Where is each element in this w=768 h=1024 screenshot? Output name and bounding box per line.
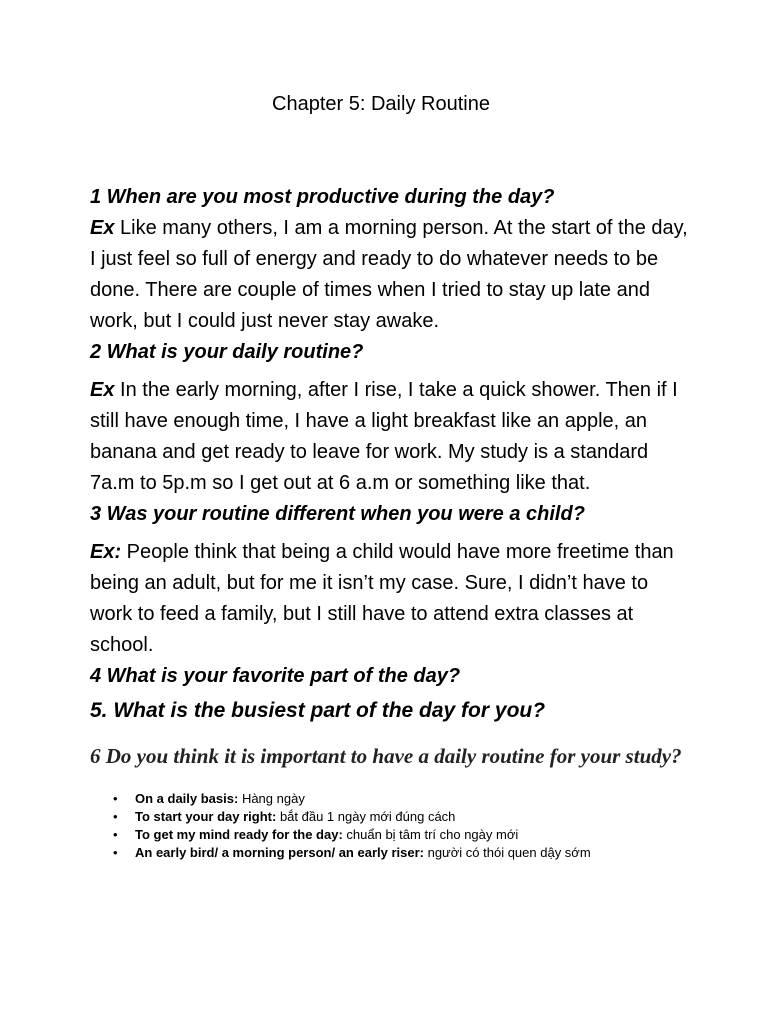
vocab-meaning: người có thói quen dậy sớm — [423, 845, 591, 860]
answer-3 — [90, 537, 690, 661]
answer-1 — [90, 213, 690, 337]
vocab-item — [90, 844, 690, 862]
vocab-item — [90, 826, 690, 844]
question-6: 6 Do you think it is important to have a daily routine for your study? — [90, 744, 682, 768]
vocab-term: On a daily basis: — [135, 791, 239, 806]
content-body — [90, 182, 690, 862]
bullet-icon: • — [113, 809, 118, 824]
vocab-meaning: Hàng ngày — [238, 791, 305, 806]
question-3: 3 Was your routine different when you were a child? — [90, 503, 585, 525]
answer-2 — [90, 375, 690, 499]
vocab-term: To start your day right: — [135, 809, 277, 824]
question-5: 5. What is the busiest part of the day for you? — [90, 699, 546, 722]
answer-3-text: People think that being a child would have more freetime than being an adult, but for me it isn’t my case. Sure, I didn’t have to work to feed a family, but I still have to attend extra classes at school. — [90, 541, 674, 656]
question-2: 2 What is your daily routine? — [90, 341, 364, 363]
vocab-item — [90, 790, 690, 808]
vocab-meaning: chuẩn bị tâm trí cho ngày mới — [342, 827, 519, 842]
question-4: 4 What is your favorite part of the day? — [90, 665, 461, 687]
vocab-item — [90, 808, 690, 826]
vocab-meaning: bắt đầu 1 ngày mới đúng cách — [276, 809, 456, 824]
question-1: 1 When are you most productive during the day? — [90, 186, 555, 208]
bullet-icon: • — [113, 845, 118, 860]
vocabulary-list — [90, 790, 690, 862]
answer-2-text: In the early morning, after I rise, I take a quick shower. Then if I still have enough time, I have a light breakfast like an apple, an banana and get ready to leave for work. My study is a standard 7a.m to 5p.m so I get out at 6 a.m or something like that. — [90, 379, 678, 494]
bullet-icon: • — [113, 827, 118, 842]
vocab-term: An early bird/ a morning person/ an early riser: — [135, 845, 424, 860]
vocab-term: To get my mind ready for the day: — [135, 827, 343, 842]
answer-3-prefix: Ex: — [90, 541, 122, 563]
page-title: Chapter 5: Daily Routine — [272, 93, 490, 115]
answer-2-prefix: Ex — [90, 379, 115, 401]
bullet-icon: • — [113, 791, 118, 806]
answer-1-prefix: Ex — [90, 217, 115, 239]
answer-1-text: Like many others, I am a morning person. At the start of the day, I just feel so full of energy and ready to do whatever needs to be done. There are couple of times when I tried to stay up late and work, but I could just never stay awake. — [90, 217, 688, 332]
